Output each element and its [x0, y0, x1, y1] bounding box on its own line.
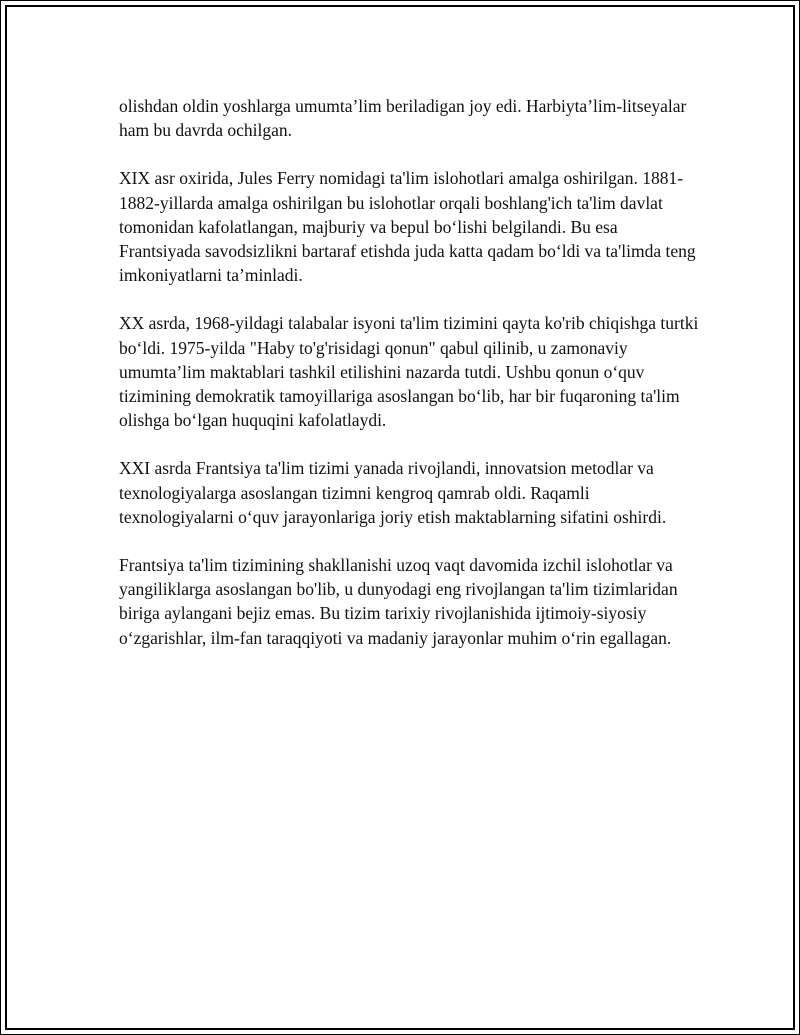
- paragraph-5: Frantsiya ta'lim tizimining shakllanishi uzoq vaqt davomida izchil islohotlar va yangiliklarga asoslangan bo'lib, u dunyodagi eng rivojlangan ta'lim tizimlaridan biriga aylangani bejiz emas. Bu tizim tarixiy rivojlanishida ijtimoiy-siyosiy o‘zgarishlar, ilm-fan taraqqiyoti va madaniy jarayonlar muhim o‘rin egallagan.: [119, 555, 678, 648]
- document-body: [119, 94, 699, 674]
- paragraph-3: XX asrda, 1968-yildagi talabalar isyoni ta'lim tizimini qayta ko'rib chiqishga turtki bo‘ldi. 1975-yilda "Haby to'g'risidagi qonun" qabul qilinib, u zamonaviy umumta’lim maktablari tashkil etilishini nazarda tutdi. Ushbu qonun o‘quv tizimining demokratik tamoyillariga asoslangan bo‘lib, har bir fuqaroning ta'lim olishga bo‘lgan huquqini kafolatlaydi.: [119, 313, 699, 431]
- paragraph-1: olishdan oldin yoshlarga umumta’lim beriladigan joy edi. Harbiyta’lim-litseyalar ham bu davrda ochilgan.: [119, 96, 687, 141]
- paragraph-4: XXI asrda Frantsiya ta'lim tizimi yanada rivojlandi, innovatsion metodlar va texnologiyalarga asoslangan tizimni kengroq qamrab oldi. Raqamli texnologiyalarni o‘quv jarayonlariga joriy etish maktablarning sifatini oshirdi.: [119, 458, 667, 527]
- paragraph-2: XIX asr oxirida, Jules Ferry nomidagi ta'lim islohotlari amalga oshirilgan. 1881-1882-yillarda amalga oshirilgan bu islohotlar orqali boshlang'ich ta'lim davlat tomonidan kafolatlangan, majburiy va bepul bo‘lishi belgilandi. Bu esa Frantsiyada savodsizlikni bartaraf etishda juda katta qadam bo‘ldi va ta'limda teng imkoniyatlarni ta’minladi.: [119, 168, 696, 286]
